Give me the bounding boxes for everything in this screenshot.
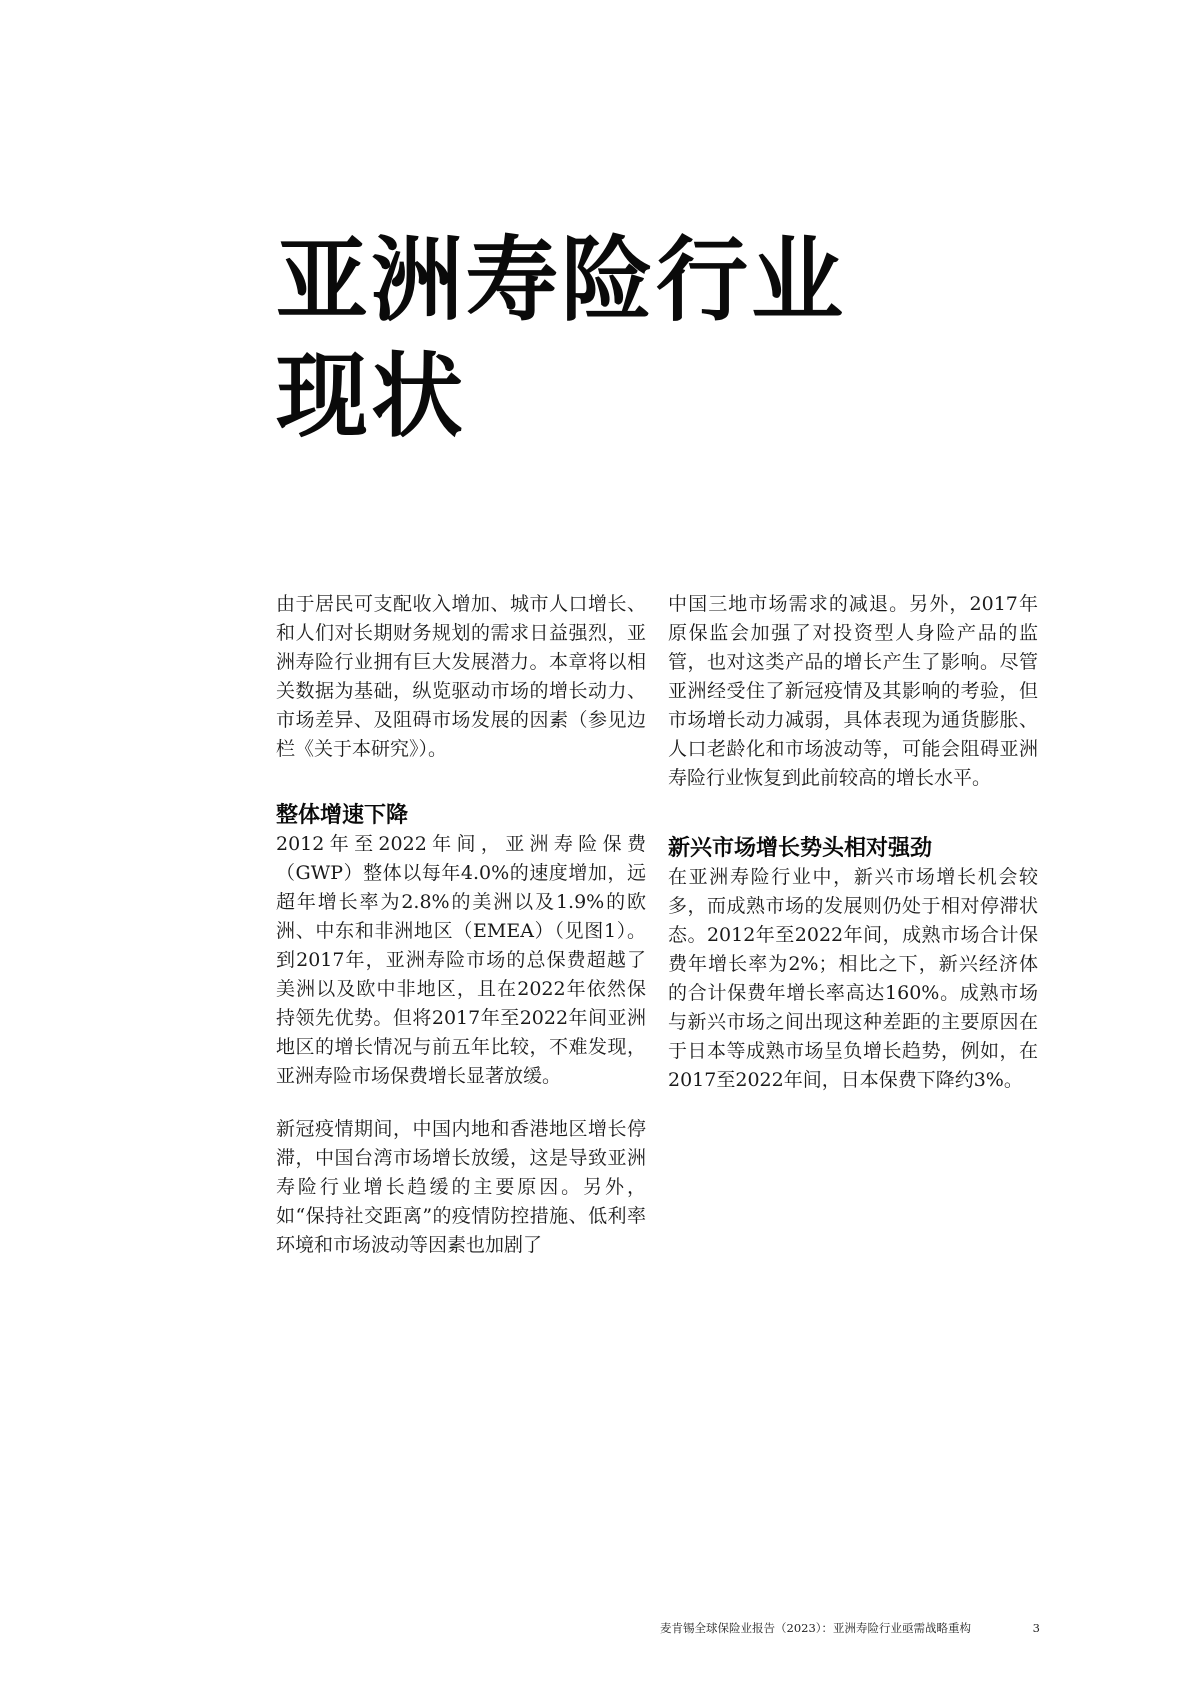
- intro-paragraph: 由于居民可支配收入增加、城市人口增长、和人们对长期财务规划的需求日益强烈，亚洲寿险行业拥有巨大发展潜力。本章将以相关数据为基础，纵览驱动市场的增长动力、市场差异、及阻碍市场发展的因素（参见边栏《关于本研究》）。: [276, 593, 646, 760]
- page-number: 3: [1032, 1621, 1040, 1635]
- page-title: [276, 222, 1036, 454]
- section-heading-overall-growth: 整体增速下降: [276, 802, 409, 828]
- body-paragraph: 在亚洲寿险行业中，新兴市场增长机会较多，而成熟市场的发展则仍处于相对停滞状态。2012年至2022年间，成熟市场合计保费年增长率为2%；相比之下，新兴经济体的合计保费年增长率高达160%。成熟市场与新兴市场之间出现这种差距的主要原因在于日本等成熟市场呈负增长趋势，例如，在2017至2022年间，日本保费下降约3%。: [668, 866, 1038, 1091]
- body-paragraph: 新冠疫情期间，中国内地和香港地区增长停滞，中国台湾市场增长放缓，这是导致亚洲寿险行业增长趋缓的主要原因。另外，如“保持社交距离”的疫情防控措施、低利率环境和市场波动等因素也加剧了: [276, 1118, 646, 1256]
- page-title-line-2: 现状: [276, 342, 467, 450]
- page-title-line-1: 亚洲寿险行业: [276, 226, 847, 334]
- body-paragraph: 2012年至2022年间，亚洲寿险保费（GWP）整体以每年4.0%的速度增加，远超年增长率为2.8%的美洲以及1.9%的欧洲、中东和非洲地区（EMEA）（见图1）。到2017年，亚洲寿险市场的总保费超越了美洲以及欧中非地区，且在2022年依然保持领先优势。但将2017年至2022年间亚洲地区的增长情况与前五年比较，不难发现，亚洲寿险市场保费增长显著放缓。: [276, 833, 646, 1087]
- page-footer: [660, 1620, 1040, 1636]
- body-paragraph: 中国三地市场需求的减退。另外，2017年原保监会加强了对投资型人身险产品的监管，也对这类产品的增长产生了影响。尽管亚洲经受住了新冠疫情及其影响的考验，但市场增长动力减弱，具体表现为通货膨胀、人口老龄化和市场波动等，可能会阻碍亚洲寿险行业恢复到此前较高的增长水平。: [668, 593, 1038, 789]
- left-column: [276, 590, 646, 1284]
- section-heading-emerging-markets: 新兴市场增长势头相对强劲: [668, 835, 933, 861]
- footer-report-title: 麦肯锡全球保险业报告（2023）：亚洲寿险行业亟需战略重构: [660, 1621, 972, 1635]
- right-column: [668, 590, 1038, 1119]
